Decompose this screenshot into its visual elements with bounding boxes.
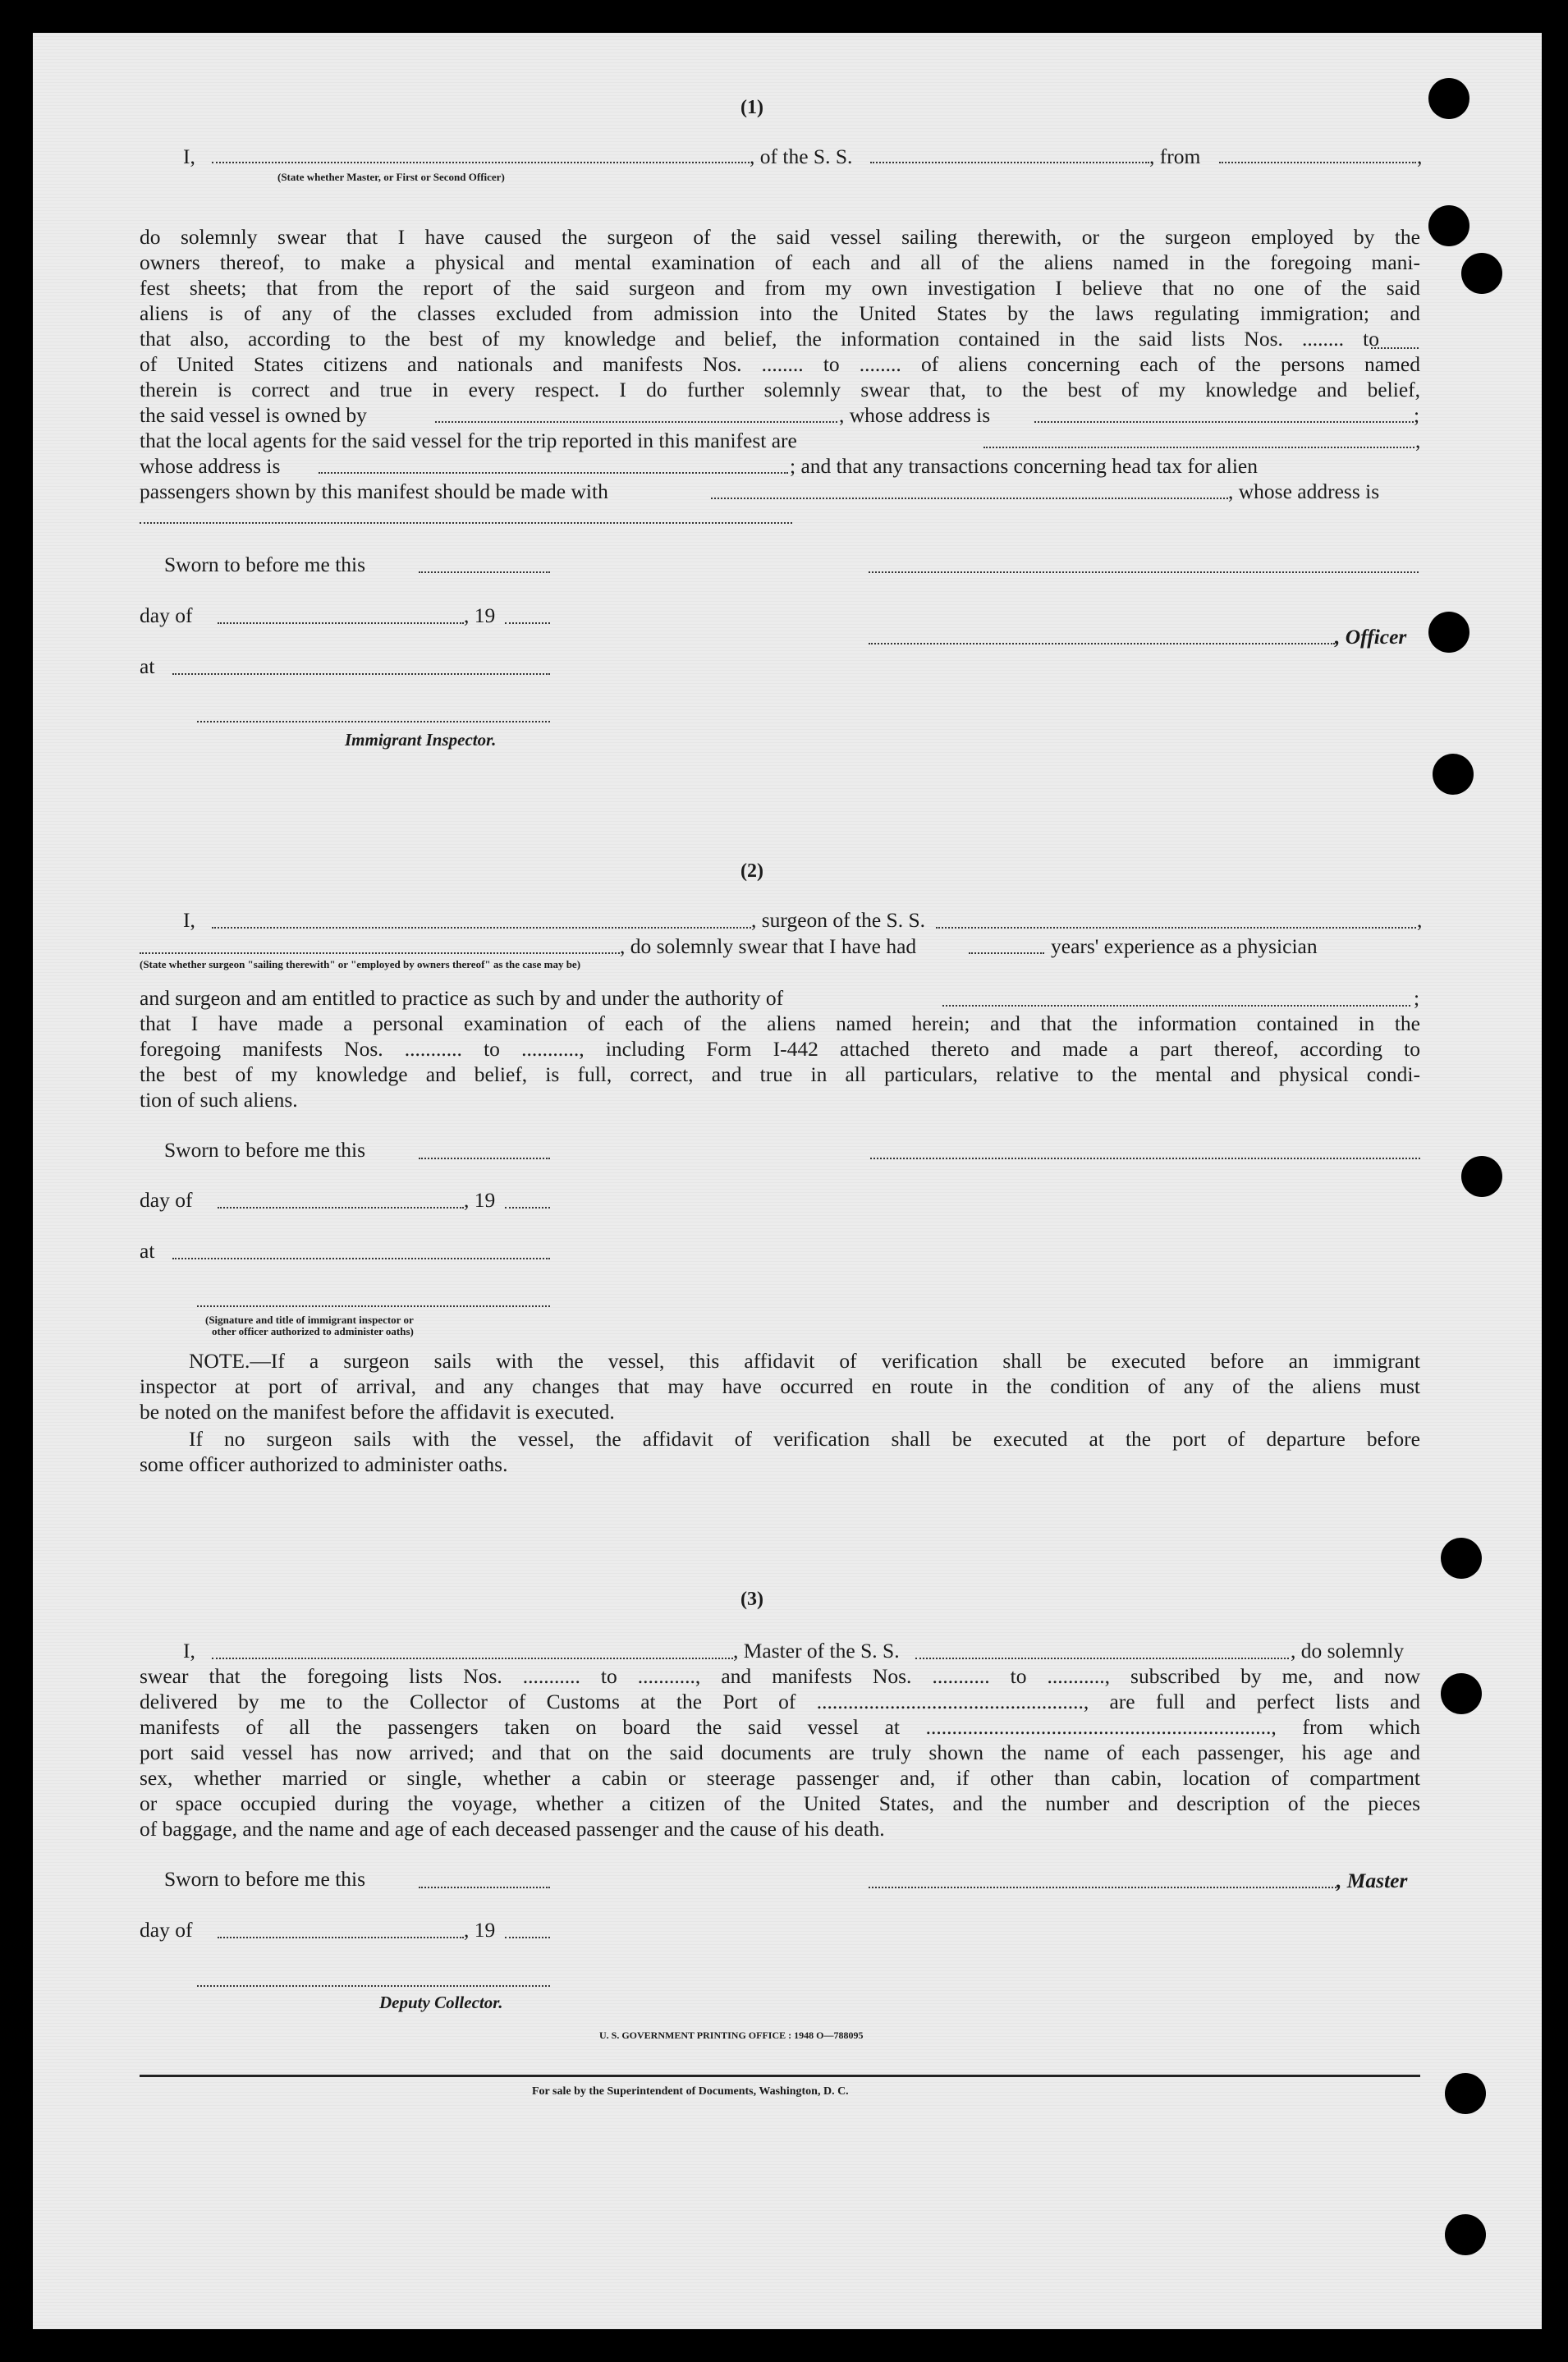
s1-day-field[interactable] <box>218 622 464 624</box>
s3-year-field[interactable] <box>505 1937 550 1938</box>
s3-deputy: Deputy Collector. <box>379 1993 503 2012</box>
s2-year-field[interactable] <box>505 1207 550 1209</box>
s1-owner-field[interactable] <box>435 421 837 423</box>
s1-para-line: fest sheets; that from the report of the said surgeon and from my own investigation I believe that no one of the said <box>140 276 1420 300</box>
s3-para-line: or space occupied during the voyage, whether a citizen of the United States, and the number and description of the pieces <box>140 1791 1420 1815</box>
s2-note-line: be noted on the manifest before the affidavit is executed. <box>140 1400 615 1424</box>
s1-from-field[interactable] <box>1219 162 1416 163</box>
s1-i: I, <box>183 144 195 168</box>
s2-years: years' experience as a physician <box>1051 934 1318 958</box>
s3-para-line: delivered by me to the Collector of Customs at the Port of ..................................................., are full and perfect lists and <box>140 1690 1420 1713</box>
s3-para-line: manifests of all the passengers taken on board the said vessel at .................................................................., from which <box>140 1715 1420 1739</box>
s3-para-line: port said vessel has now arrived; and that on the said documents are truly shown the name of each passenger, his age and <box>140 1741 1420 1764</box>
binder-hole <box>1445 2214 1486 2255</box>
sale-notice: For sale by the Superintendent of Documents, Washington, D. C. <box>532 2085 849 2098</box>
s1-officer-field[interactable] <box>212 162 750 163</box>
s3-sworn: Sworn to before me this <box>164 1867 366 1891</box>
s1-head-tax: ; and that any transactions concerning head tax for alien <box>790 454 1258 478</box>
s2-year: , 19 <box>464 1188 496 1212</box>
s1-inspector-signature-field[interactable] <box>197 721 550 722</box>
s1-officer-name-field[interactable] <box>869 643 1335 644</box>
s2-note-line: some officer authorized to administer oaths. <box>140 1452 508 1476</box>
s2-at: at <box>140 1239 155 1263</box>
binder-hole <box>1461 253 1502 294</box>
s1-local-agents: that the local agents for the said vessel for the trip reported in this manifest are <box>140 429 797 452</box>
s1-para-line: owners thereof, to make a physical and mental examination of each and all of the aliens named in the foregoing mani- <box>140 250 1420 274</box>
gpo-imprint: U. S. GOVERNMENT PRINTING OFFICE : 1948 O—788095 <box>599 2029 864 2041</box>
section-3-heading: (3) <box>740 1589 763 1610</box>
s3-ship-field[interactable] <box>915 1658 1289 1659</box>
s1-whose-address-3: , whose address is <box>1228 479 1380 503</box>
binder-hole <box>1441 1673 1482 1714</box>
s1-from: , from <box>1149 144 1201 168</box>
s3-para-line: sex, whether married or single, whether a cabin or steerage passenger and, if other than cabin, location of compartment <box>140 1766 1420 1790</box>
s1-sworn: Sworn to before me this <box>164 553 366 576</box>
s2-authority-field[interactable] <box>942 1005 1410 1007</box>
s1-whose-address: , whose address is <box>839 403 991 427</box>
s2-note-line: If no surgeon sails with the vessel, the affidavit of verification shall be executed at the port of departure before <box>189 1427 1420 1451</box>
s1-year-field[interactable] <box>505 622 550 624</box>
s1-lists-to-field[interactable] <box>1371 347 1419 349</box>
s2-signature-note-2: other officer authorized to administer oaths) <box>212 1325 414 1337</box>
s1-comma: , <box>1415 429 1421 452</box>
s2-note-line: inspector at port of arrival, and any changes that may have occurred en route in the condition of any of the aliens must <box>140 1374 1420 1398</box>
s3-deputy-signature-field[interactable] <box>197 1985 550 1987</box>
s2-para-line: that I have made a personal examination of each of the aliens named herein; and that the information contained in the <box>140 1011 1420 1035</box>
binder-hole <box>1445 2073 1486 2114</box>
s3-para-line: of baggage, and the name and age of each deceased passenger and the cause of his death. <box>140 1817 885 1841</box>
s1-sworn-date-field[interactable] <box>419 571 550 573</box>
binder-hole <box>1428 78 1469 119</box>
s2-para-line: foregoing manifests Nos. ........... to ..........., including Form I-442 attached thereto and made a part thereof, according to <box>140 1037 1420 1061</box>
s1-agents-address-field[interactable] <box>319 472 788 474</box>
s1-owner-address-field[interactable] <box>1034 421 1414 423</box>
s1-ship-field[interactable] <box>870 162 1149 163</box>
s2-ship-field[interactable] <box>936 927 1416 929</box>
s1-agents-field[interactable] <box>983 447 1414 448</box>
s1-of-ss: , of the S. S. <box>750 144 853 168</box>
s1-transactions-address-field[interactable] <box>140 522 792 524</box>
s3-i: I, <box>183 1639 195 1663</box>
s1-para-line: do solemnly swear that I have caused the surgeon of the said vessel sailing therewith, or the surgeon employed by the <box>140 225 1420 249</box>
s3-para-line: swear that the foregoing lists Nos. ........... to ..........., and manifests Nos. ........... to ..........., subscribed by me, and now <box>140 1664 1420 1688</box>
s1-end: , <box>1417 144 1423 168</box>
s2-signature-note-1: (Signature and title of immigrant inspector or <box>205 1314 414 1326</box>
s2-years-field[interactable] <box>969 952 1044 954</box>
s2-para-line: the best of my knowledge and belief, is full, correct, and true in all particulars, relative to the mental and physical condi- <box>140 1062 1420 1086</box>
s1-inspector: Immigrant Inspector. <box>345 730 497 750</box>
form-page <box>33 33 1542 2329</box>
s1-passengers: passengers shown by this manifest should be made with <box>140 479 608 503</box>
s1-officer-note: (State whether Master, or First or Second Officer) <box>277 171 505 183</box>
s1-transactions-field[interactable] <box>711 498 1228 499</box>
s2-para-line: tion of such aliens. <box>140 1088 298 1112</box>
s3-do-solemnly: , do solemnly <box>1291 1639 1405 1663</box>
s3-master-of: , Master of the S. S. <box>733 1639 900 1663</box>
s1-officer-signature-field[interactable] <box>869 571 1419 573</box>
s1-day-of: day of <box>140 603 193 627</box>
s1-at: at <box>140 654 155 678</box>
s1-year: , 19 <box>464 603 496 627</box>
s2-surgeon-name-field[interactable] <box>212 927 751 929</box>
s1-para-line: of United States citizens and nationals and manifests Nos. ........ to ........ of aliens concerning each of the persons named <box>140 352 1420 376</box>
binder-hole <box>1428 612 1469 653</box>
s2-at-field[interactable] <box>172 1258 550 1259</box>
s2-surgeon-signature-field[interactable] <box>870 1158 1420 1159</box>
s2-day-field[interactable] <box>218 1207 464 1209</box>
s3-year: , 19 <box>464 1918 496 1942</box>
s2-note-line: NOTE.—If a surgeon sails with the vessel, this affidavit of verification shall be executed before an immigrant <box>189 1349 1420 1373</box>
s1-at-field[interactable] <box>172 673 550 675</box>
s1-owned-by: the said vessel is owned by <box>140 403 367 427</box>
s3-master: , Master <box>1336 1869 1408 1892</box>
s2-sworn: Sworn to before me this <box>164 1138 366 1162</box>
s2-do-solemnly: , do solemnly swear that I have had <box>620 934 917 958</box>
s2-comma: , <box>1417 908 1423 932</box>
s3-master-signature-field[interactable] <box>869 1887 1336 1888</box>
s1-whose-address-2: whose address is <box>140 454 281 478</box>
s2-surgeon-status-field[interactable] <box>140 952 620 954</box>
s2-surgeon-note: (State whether surgeon "sailing therewith" or "employed by owners thereof" as the case may be) <box>140 958 581 970</box>
binder-hole <box>1461 1156 1502 1197</box>
s3-sworn-date-field[interactable] <box>419 1887 550 1888</box>
s1-semicolon: ; <box>1414 403 1420 427</box>
s1-officer: , Officer <box>1335 625 1407 649</box>
binder-hole <box>1428 205 1469 246</box>
s2-semicolon: ; <box>1414 986 1420 1010</box>
s2-surgeon-of: , surgeon of the S. S. <box>751 908 926 932</box>
footer-rule <box>140 2075 1420 2077</box>
binder-hole <box>1433 754 1474 795</box>
s2-authority: and surgeon and am entitled to practice as such by and under the authority of <box>140 986 784 1010</box>
s3-day-of: day of <box>140 1918 193 1942</box>
section-1-heading: (1) <box>740 97 763 118</box>
s1-para-line: that also, according to the best of my knowledge and belief, the information contained in the said lists Nos. ........ to <box>140 327 1379 351</box>
s2-sworn-date-field[interactable] <box>419 1158 550 1159</box>
s1-para-line: therein is correct and true in every respect. I do further solemnly swear that, to the best of my knowledge and belief, <box>140 378 1420 401</box>
section-2-heading: (2) <box>740 860 763 882</box>
s3-master-name-field[interactable] <box>212 1658 733 1659</box>
s1-para-line: aliens is of any of the classes excluded from admission into the United States by the laws regulating immigration; and <box>140 301 1420 325</box>
s3-day-field[interactable] <box>218 1937 464 1938</box>
s2-day-of: day of <box>140 1188 193 1212</box>
s2-i: I, <box>183 908 195 932</box>
s2-inspector-signature-field[interactable] <box>197 1305 550 1307</box>
binder-hole <box>1441 1538 1482 1579</box>
